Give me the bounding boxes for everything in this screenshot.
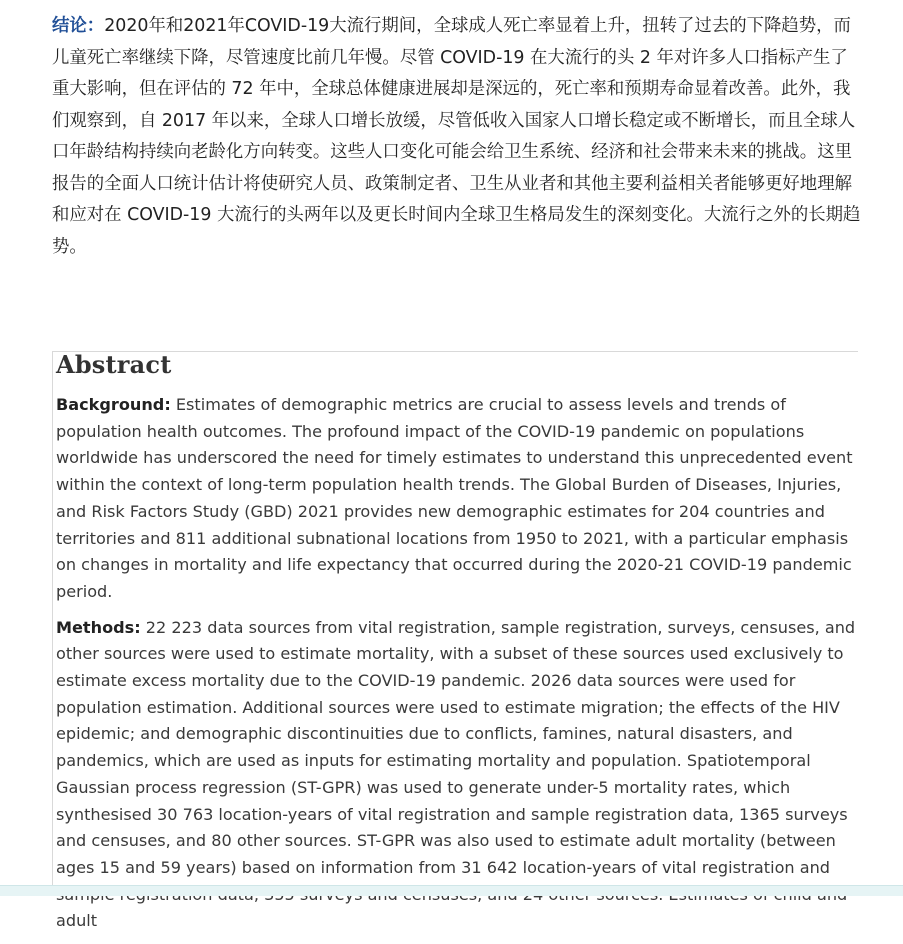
abstract-section: [52, 350, 858, 931]
background-paragraph: [56, 392, 861, 606]
conclusion-label: 结论：: [52, 16, 105, 36]
bottom-bar: [0, 885, 903, 896]
methods-text: 22 223 data sources from vital registration, sample registration, surveys, censuses, and other sources were used to estimate mortality, with a subset of these sources used exclusively to estimate excess mortality due to the COVID-19 pandemic. 2026 data sources were used for population estimation. Additional sources were used to estimate migration; the effects of the HIV epidemic; and demographic discontinuities due to conflicts, famines, natural disasters, and pandemics, which are used as inputs for estimating mortality and population. Spatiotemporal Gaussian process regression (ST-GPR) was used to generate under-5 mortality rates, which synthesised 30 763 location-years of vital registration and sample registration data, 1365 surveys and censuses, and 80 other sources. ST-GPR was also used to estimate adult mortality (between ages 15 and 59 years) based on information from 31 642 location-years of vital registration and adult: [56, 617, 856, 931]
abstract-title: Abstract: [56, 350, 172, 379]
conclusion-paragraph: [52, 11, 862, 263]
methods-label: Methods:: [56, 617, 141, 637]
abstract-body: [56, 392, 861, 944]
background-text: Estimates of demographic metrics are crucial to assess levels and trends of population health outcomes. The profound impact of the COVID-19 pandemic on populations worldwide has underscored the need for timely estimates to understand this unprecedented event within the context of long-term population health trends. The Global Burden of Diseases, Injuries, and Risk Factors Study (GBD) 2021 provides new demographic estimates for 204 countries and territories and 811 additional subnational locations from 1950 to 2021, with a particular emphasis on changes in mortality and life expectancy that occurred during the 2020-21 COVID-19 pandemic period.: [56, 395, 853, 601]
conclusion-text: 2020年和2021年COVID-19大流行期间，全球成人死亡率显着上升，扭转了过去的下降趋势，而儿童死亡率继续下降，尽管速度比前几年慢。尽管 COVID-19 在大流行的头 2 年对许多人口指标产生了重大影响，但在评估的 72 年中，全球总体健康进展却是深远的，死亡率和预期寿命显着改善。此外，我们观察到，自 2017 年以来，全球人口增长放缓，尽管低收入国家人口增长稳定或不断增长，而且全球人口年龄结构持续向老龄化方向转变。这些人口变化可能会给卫生系统、经济和社会带来未来的挑战。这里报告的全面人口统计估计将使研究人员、政策制定者、卫生从业者和其他主要利益相关者能够更好地理解和应对在 COVID-19 大流行的头两年以及更长时间内全球卫生格局发生的深刻变化。大流行之外的长期趋势。: [52, 16, 861, 257]
background-label: Background:: [56, 395, 171, 414]
